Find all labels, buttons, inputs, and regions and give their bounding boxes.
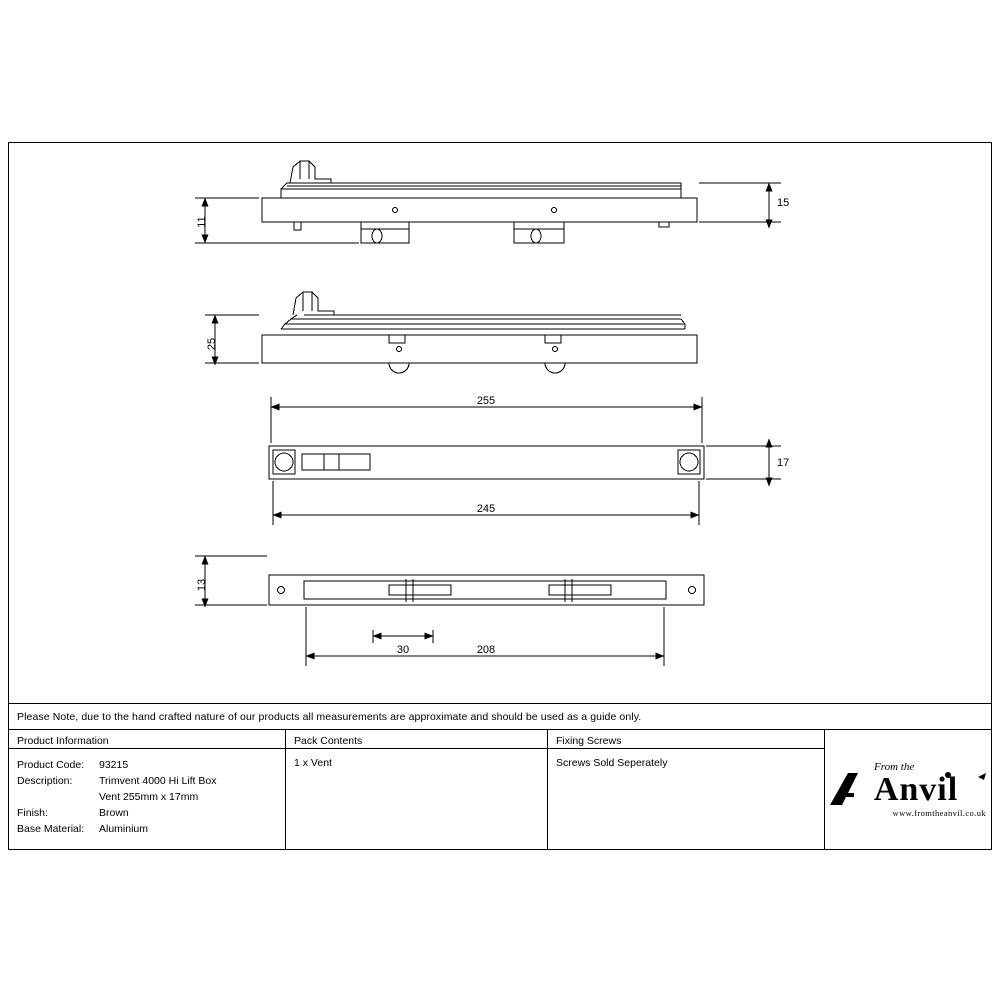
drawing-sheet	[8, 142, 992, 850]
pack-contents-column	[286, 730, 548, 850]
view-side-elevation-second	[262, 292, 697, 373]
spec-label: Description:	[17, 775, 73, 787]
pack-contents-item: 1 x Vent	[294, 757, 332, 769]
dimension-15	[699, 183, 781, 228]
dimension-17	[706, 439, 781, 486]
dimension-208	[306, 607, 664, 666]
product-information-body	[9, 749, 285, 837]
product-information-column	[9, 730, 286, 850]
product-information-header: Product Information	[9, 730, 285, 749]
fixing-screws-header: Fixing Screws	[548, 730, 824, 749]
view-plan-rear	[269, 575, 704, 605]
dimension-label-17: 17	[777, 457, 790, 469]
dimension-11	[195, 198, 359, 243]
view-side-elevation-top	[262, 161, 697, 243]
dimension-label-13: 13	[196, 578, 208, 592]
spec-row-description	[17, 773, 285, 789]
info-table	[9, 729, 991, 850]
pack-contents-body	[286, 749, 547, 769]
logo-brand-text: Anvil	[873, 771, 959, 808]
fixing-screws-item: Screws Sold Seperately	[556, 757, 668, 769]
spec-label	[17, 789, 99, 805]
dimension-30	[373, 630, 433, 643]
spec-value: Trimvent 4000 Hi Lift Box	[99, 775, 217, 787]
logo-column	[825, 730, 991, 850]
dimension-label-208: 208	[476, 644, 496, 656]
dimension-label-25: 25	[206, 337, 218, 351]
spec-value: Brown	[99, 807, 129, 819]
brand-logo	[825, 730, 991, 850]
logo-from-the: From the	[874, 761, 915, 773]
dimension-label-255: 255	[476, 395, 496, 407]
spec-row-product-code	[17, 757, 285, 773]
spec-value: Aluminium	[99, 823, 149, 835]
view-plan-front	[269, 446, 704, 479]
spec-row-finish	[17, 805, 285, 821]
logo-url: www.fromtheanvil.co.uk	[892, 808, 986, 818]
spec-label: Base Material:	[17, 823, 85, 835]
spec-value: Vent 255mm x 17mm	[99, 791, 199, 803]
spec-label: Product Code:	[17, 759, 85, 771]
spec-row-description-cont	[17, 789, 285, 805]
note-text: Please Note, due to the hand crafted nature of our products all measurements are approximate and should be used as a guide only.	[17, 710, 642, 723]
spec-row-base-material	[17, 821, 285, 837]
fixing-screws-body	[548, 749, 824, 769]
note-bar	[9, 703, 991, 729]
dimension-label-30: 30	[396, 644, 410, 656]
pack-contents-header: Pack Contents	[286, 730, 547, 749]
logo-brand	[828, 773, 988, 807]
dimension-label-245: 245	[476, 503, 496, 515]
spec-label: Finish:	[17, 807, 48, 819]
spec-value: 93215	[99, 759, 129, 771]
fixing-screws-column	[548, 730, 825, 850]
dimension-label-11: 11	[196, 216, 208, 228]
dimension-label-15: 15	[777, 197, 790, 209]
